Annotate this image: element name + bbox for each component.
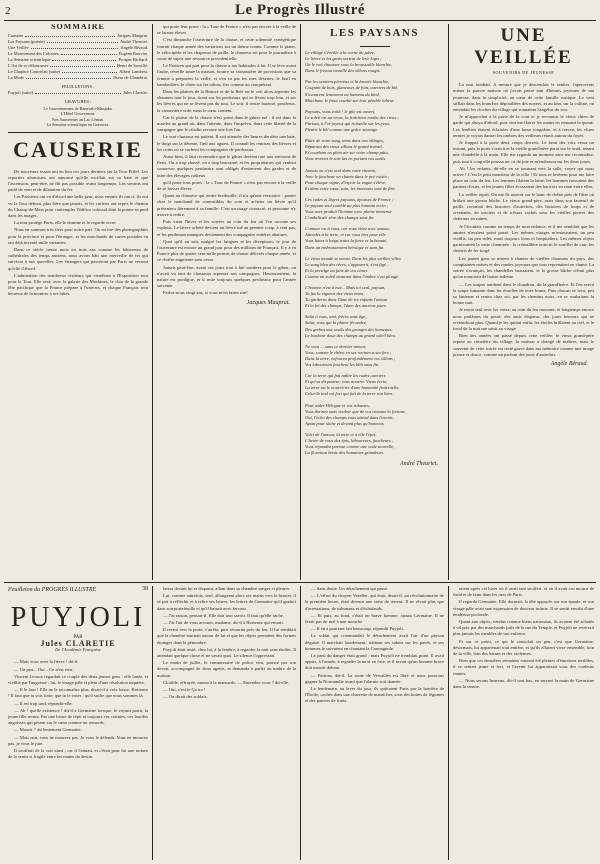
feuilleton-col-divider bbox=[300, 586, 301, 860]
poem-line: Ces rudes et légers paysans, épouses de France ; bbox=[305, 196, 394, 202]
paragraph: Nous en sommes très fiers pour notre part. On en tire des photographies pour la province et pour l'étranger, et les marchands de cartes postales en ont déjà inventé mille variantes. bbox=[8, 227, 148, 245]
paragraph: — Nous serons heureux, dit-il tout bas, en serrant la main de Germaine dans la sienne. bbox=[453, 677, 594, 690]
feuilleton-column-3 bbox=[305, 586, 444, 860]
toc-dots bbox=[50, 63, 114, 67]
poem-line: L'amour est à vous, car vous vivez avec amour, bbox=[305, 226, 390, 232]
poem-line: S'avancent lentement au hameau du bled, bbox=[305, 91, 380, 97]
poem-line: Et la prestige au faite de ces cimes bbox=[305, 267, 368, 273]
paragraph: — Et puis, au fond, c'était un brave homme, ajouta Germaine. Il ne ferait pas de mal à une mouche. bbox=[305, 612, 444, 625]
stanza bbox=[305, 344, 444, 368]
causerie-text-continued bbox=[157, 24, 296, 306]
puyjoli-title: PUYJOLI bbox=[10, 602, 146, 633]
poem-line: Tu fus la vigueur des vieux murs, bbox=[305, 291, 365, 297]
paragraph: L'admiration des nombreux visiteurs qui viendront à l'Exposition sera pour la Tour. Elle sera, avec la galerie des Machines, le clou de la grande fête pacifique que la France prépare à l'univers, et chaque Français sera heureux de la montrer à ses hôtes. bbox=[8, 272, 148, 297]
stanza bbox=[305, 109, 444, 133]
poem-line: Des gerbes aux seuils des granges des hameaux, bbox=[305, 326, 393, 332]
paragraph: Les Parisiens ont eu d'abord une belle peur, mais ensuite ils ont ri; ils ont vu la Tour debout, plus fière que jamais, et les curieux ont repris le chemin du Champ-de-Mars pour contempler l'édifice colossal dont la pointe se perd dans les nuages. bbox=[8, 194, 148, 219]
paragraph: Car le plaisir de la chasse n'est point dans le gibier tué : il est dans la marche au grand air, dans l'attente, dans l'imprévu, dans cette liberté de la campagne que le citadin savoure une fois l'an. bbox=[157, 114, 296, 133]
masthead-title: Le Progrès Illustré bbox=[234, 2, 366, 18]
paragraph: Les jeunes gens se mirent à chanter de vieilles chansons du pays, des complaintes naïves et des rondes joyeuses que tous reprenaient en chœur. La soirée s'avançait, les chandelles baissaient, et la grosse bûche n'était plus qu'un monceau de braise ardente. bbox=[453, 255, 594, 280]
gravure-item: Nos Sauveteurs au Lac Léman. bbox=[51, 116, 105, 122]
paragraph: — Oui, c'est le Ça ira ! bbox=[163, 687, 206, 693]
poem-line: Vos laboureurs fauchent les blés sans fin. bbox=[305, 362, 380, 368]
gravure-item: L'Hôtel Gouverneur. bbox=[60, 111, 96, 117]
paragraph: Puis vient l'hiver et les soirées au coin du feu où l'on raconte ses exploits. Le lièvre acheté devient un lièvre tué au premier coup, à cent pas, et les perdreaux manqués deviennent des compagnies entières abattues. bbox=[157, 219, 296, 237]
paragraph: Parlez-nous vingt ans, si vous m'en faites rire! bbox=[163, 290, 248, 296]
poem-line: Vous avez produit l'homme avec plaine immense bbox=[305, 209, 392, 215]
page-number: 2 bbox=[5, 5, 11, 17]
toc-author: Jacques Mauprat. bbox=[117, 33, 148, 39]
feuilleton-text bbox=[157, 586, 296, 700]
paragraph: Bien des années ont passé depuis cette veillée; le vieux grand-père repose au cimetière du village, la maison a changé de maîtres, mais le souvenir de cette soirée est resté gravé dans ma mémoire comme une image pieuse et douce, comme un parfum des jours d'autrefois. bbox=[453, 333, 594, 357]
poem-line: Et qu'on dit pauvre, vous nourrit. Vieux écrin, bbox=[305, 379, 388, 385]
paragraph: — Sans doute. Un détachement qui passe. bbox=[311, 586, 389, 591]
paragraph: Bien que ces dernières semaines eussent été pleines d'émotions terribles, il se sentait jeune et fort, et l'avenir lui apparaissait sous des couleurs riantes. bbox=[453, 658, 594, 676]
veillee-subtitle: SOUVENIRS DE JEUNESSE bbox=[492, 70, 555, 75]
paragraph: Le lendemain, au lever du jour, ils quittaient Paris par la barrière de l'Étoile, cachés dans une charrette de maraîcher, sous des bottes de légumes et des paniers de fruits. bbox=[305, 686, 444, 704]
poem-line: Vous, comme le chêne en ses racines a ses fers ; bbox=[305, 349, 392, 355]
poem-line: On le voit chausser sous la broussaille blanchie, bbox=[305, 62, 393, 68]
paragraph: laissa devant lui et disparut, allant dans sa chambre songer et pleurer. bbox=[163, 586, 290, 591]
poem-line: Ne vous ... sans ce dernier amour, bbox=[305, 343, 366, 349]
paragraph: Ah ! les enfants, dit-elle en se tournant vers la salle, voyez qui nous arrive ! C'est le petit monsieur de la ville ! Et tous se levèrent pour me faire place au coin du feu. Les femmes filaient la laine, les hommes tressaient des paniers d'osier, et les jeunes filles écossaient des haricots en riant entre elles. bbox=[453, 165, 594, 190]
paragraph: Quant aux objets, vendus comme biens nationaux, ils avaient été achetés à vil prix par des marchands juifs de la rue du Temple, et Puyjoli ne reverrait plus jamais les meubles de son enfance. bbox=[453, 619, 594, 637]
stanza bbox=[305, 285, 444, 309]
poem-line: Comme un soleil mourant dans l'ombre s'est plongé. bbox=[305, 273, 400, 279]
poem-line: Le bonheur doux des champs au grand soleil bleu. bbox=[305, 332, 396, 338]
paragraph: qu'il porte tous poses : la « Tour de France » n'est pas encore à la veille de se laisser élever. bbox=[157, 179, 296, 192]
paragraph: Quant au chasseur qui rentre bredouille, il n'a qu'une ressource : passer chez le marchand de comestibles du coin et acheter un lièvre qu'il présentera fièrement à sa famille. C'est un usage consacré, et personne n'y trouve à redire. bbox=[157, 193, 296, 217]
paragraph: Le soldat qui commandait le détachement avait l'air d'un paysan déguisé. Il marchait lourdement, traînant ses sabots sur les pavés, et ses hommes le suivaient en chantant la Carmagnole. bbox=[305, 633, 444, 651]
poem-line: Jamais on n'est seul dans votre chemin, bbox=[305, 167, 377, 173]
paragraph: — J'ai raison, pensait-il. Elle doit tout savoir. Il faut qu'elle sache. bbox=[163, 612, 284, 618]
stanza bbox=[305, 168, 444, 192]
paragraph: Il regarda Germaine. Elle dormait, la tête appuyée sur son épaule, et son visage pâle avait une expression de douceur infinie. Il se sentit envahi d'une tendresse profonde. bbox=[453, 599, 594, 617]
paragraph: La veillée reprit. On me fit asseoir sur le banc de chêne près de l'âtre où brûlait une grosse bûche. Le vieux grand-père, assis dans son fauteuil de paille, racontait des histoires d'autrefois, des histoires de loups et de revenants, de sorciers et de trésors cachés sous les vieilles pierres des châteaux en ruines. bbox=[453, 191, 594, 222]
column-divider bbox=[300, 24, 301, 580]
poem-line: Le sang bleu des rêves, s'appauvrit, s'est figé ; bbox=[305, 261, 389, 267]
poem-line: Vous répandez partout comme une onde nouvelle, bbox=[305, 444, 395, 450]
poem-line: Et dans votre cœur, sain, les moissons sont de fête. bbox=[305, 185, 396, 191]
paysans-rule bbox=[360, 46, 390, 47]
poem-line: Partout, à l'or joyeux qui ruisselle sur les yeux, bbox=[305, 120, 391, 126]
poem-line: Par les sentiers pierreux et la brouée blanchie, bbox=[305, 79, 390, 85]
toc-label: Une Veillée bbox=[8, 45, 29, 51]
poem-line: Avec le faucheur on chante dans le pré voisin ; bbox=[305, 173, 390, 179]
feuilleton-header bbox=[8, 586, 148, 594]
signature: Angèle Béraud. bbox=[550, 360, 588, 367]
stanza bbox=[305, 256, 444, 280]
paragraph: La tour protège Paris, elle le domine et le regarde vivre. bbox=[14, 220, 117, 226]
paragraph: — On dirait des soldats. bbox=[163, 694, 208, 700]
toc-label: L'Art de se débarrasser bbox=[8, 63, 49, 69]
poem-line: Le paysan seul comblé au plus lointain écrin ; bbox=[305, 202, 389, 208]
paragraph: — Partons, dit-il. La route de Versailles est libre et nous pourrons gagner la Normandie avant que l'alarme soit donnée. bbox=[305, 672, 444, 684]
stanza bbox=[305, 432, 444, 456]
feuilleton-column-1 bbox=[8, 586, 148, 860]
causerie-signature: Jacques Mauprat. bbox=[246, 299, 290, 306]
paragraph: Le matin de juillet, le commissaire de police vint, poussé par son devoir, accompagné de deux agents, et demanda à parler au maître de la maison. bbox=[157, 660, 296, 678]
causerie-text bbox=[8, 169, 148, 298]
toc-author: Ilseur de Chambrai. bbox=[113, 75, 148, 81]
toc-author: Albert Landrest. bbox=[119, 69, 148, 75]
paragraph: Je frappai à la porte deux coups discrets. Le bruit des voix cessa un instant, puis la porte s'ouvrit et la vieille grand'mère parut sur le seuil, tenant une chandelle à la main. Elle me regarda un moment sans me reconnaître, puis tout à coup elle poussa un cri de joie et m'embrassa sur les deux joues. bbox=[453, 140, 594, 164]
paragraph: — Un peu... Oui... Ce n'est rien. bbox=[14, 666, 74, 672]
paragraph: Vincent Leroux regardait ce couple des deux jeunes gens : elle fanée, et vieillie par l'angoisse ; lui, le visage pâle et plein d'une résolution inquiète. bbox=[8, 673, 148, 686]
poem-line: Le village s'éveille à la corne du pâtre, bbox=[305, 50, 376, 55]
poem-line: Le lièvre et les geais sortent de leur logis ; bbox=[305, 56, 382, 62]
toc-author: Eugène Bouvier. bbox=[118, 51, 148, 57]
paysans-title: LES PAYSANS bbox=[330, 27, 419, 39]
poem-line: Celui-là seul est fort qui fait de la terre son bien. bbox=[305, 391, 393, 397]
feuilleton-label: Feuilleton du PROGRÈS ILLUSTRÉ bbox=[8, 587, 97, 593]
paragraph: — Il le faut ! Elle ne le reconnaîtra plus, disait-il à voix basse. Hortense ! Il faut que tu sois forte, que tu le voies ; qu'il sache que nous sommes là. bbox=[8, 687, 148, 699]
poem-line: Attendez à la terre, et car vous êtes pour elle. bbox=[305, 232, 387, 238]
masthead-rule bbox=[4, 20, 596, 21]
author-name: Jules CLARETIE bbox=[40, 639, 116, 648]
poem-line: L'ombilicale sève des champs sans fin. bbox=[305, 215, 375, 221]
paragraph: Il souffrait de la voir ainsi ; car il l'aimait, et c'était pour lui une torture de la sentir si fragile entre les mains du destin. bbox=[8, 748, 148, 760]
paragraph: — Il en a pourtant fait beaucoup, répondit Puyjoli. bbox=[311, 626, 404, 632]
paragraph: Le Parisien qui part pour la chasse a ses habitudes à lui. Il se lève avant l'aube, réveille toute la maison, bourre sa carnassière de provisions que sa femme a préparées la veille, et s'en va par les rues désertes, le fusil en bandoulière, le chien sur les talons, fier comme un conquérant. bbox=[157, 63, 296, 87]
gravures-list bbox=[8, 106, 148, 128]
poem-line: L'heure de vous des épis, laboureurs, faucheurs ; bbox=[305, 437, 394, 443]
toc-label: La Mode bbox=[8, 75, 24, 81]
poem-line: Salut à vous, ami, frères sans âge, bbox=[305, 314, 367, 320]
toc-row bbox=[8, 75, 148, 81]
toc-dots bbox=[26, 75, 111, 79]
gravure-item: La Semaine scientifique en Gravures. bbox=[46, 122, 110, 128]
toc-label: La Semaine scientifique bbox=[8, 57, 51, 63]
poem-line: Réparant des vieux sillons le grand travail, bbox=[305, 144, 383, 150]
toc-label: Causerie bbox=[8, 33, 24, 39]
paragraph: — Ah ! quelle existence ! dit-il à Germaine lorsque, le voyant partir, la jeune fille rentra. Pas une heure de répit et toujours ces craintes, ces lourdes angoisses qui pèsent sur le cœur comme un remords. bbox=[8, 707, 148, 726]
paragraph: Je restai seul avec les vieux, au coin du feu mourant, et longtemps encore nous parlâmes du passé, des amis disparus, des jours heureux qui ne reviendront plus. Quand je les quittai enfin, les étoiles brillaient au ciel, et le froid de la nuit me saisit au visage. bbox=[453, 307, 594, 331]
poem-line: Vous luttez à longs traits la force et la beauté, bbox=[305, 238, 388, 244]
paragraph: C'est dimanche l'ouverture de la chasse, et cette solennité cynégétique fournit chaque année des variations sur un thème connu. Comme le piano, le vélocipède et les chapeaux de paille, le chasseur est pour le journaliste à court de sujets une ressource providentielle. bbox=[157, 37, 296, 62]
paragraph: La nuit tombait. A mesure que je descendais le sentier, l'apercevais mieux la pauvre maison où j'avais passé tant d'heures joyeuses de ma jeunesse, dans la simplicité, au cœur de cette famille rustique. Le vent sifflait dans les branches dépouillées des noyers, et au loin, sur la colline, on entendait les cloches du village qui sonnaient l'angélus du soir. bbox=[453, 82, 594, 113]
paragraph: Puyjoli était resté, chez lui, à la fenêtre, à regarder la nuit sans étoiles. Il attendait quelque chose et ne savait quoi. Le silence l'oppressait. bbox=[157, 646, 296, 659]
poem-line: Et courbant en plein air sur votre champ pâtu, bbox=[305, 150, 389, 156]
poem-line: Voici de l'amour, la terre et à elle l'épis, bbox=[305, 431, 377, 437]
feuilleton-column-2 bbox=[157, 586, 296, 860]
author-academy: De l'Académie Française bbox=[55, 647, 101, 653]
poem-line: Dans le frisson mouillé des sillons rougis. bbox=[305, 68, 381, 74]
poem-line: Pâtre de votre sang, amis dans nos villages, bbox=[305, 138, 385, 144]
paragraph: — L'effroi du citoyen Vezelier, qui était, disait-il, un révolutionnaire de la première heure, était devenu une sorte de terreur. Il ne rêvait plus que d'arrestations, de tribunaux et d'échafauds. bbox=[305, 593, 444, 611]
poem-line: Coupant de bois, glaneuses de foin, ouvriers de blé, bbox=[305, 85, 399, 91]
toc-dots bbox=[61, 51, 117, 55]
causerie-title: CAUSERIE bbox=[13, 136, 143, 162]
toc-author: Angèle Béraud. bbox=[120, 45, 148, 51]
poem-line: Oui, l'écho des champs vous attend dans l'avenir, bbox=[305, 414, 394, 420]
paragraph: — Les soupes tombent dans le chaudron, dit la grand'mère. Et l'on servit la soupe fumante dans les écuelles de terre brune. Puis chacun se leva, prit sa lanterne et rentra chez soi, par les chemins noirs, en se souhaitant la bonne nuit. bbox=[453, 281, 594, 306]
toc-author: Henri de Sarville. bbox=[116, 63, 148, 69]
poem-line: La floraison bénie des humaines grandeurs. bbox=[305, 450, 385, 456]
poem-line: Fleurit le blé comme une grâce sauvage. bbox=[305, 127, 379, 133]
poem-line: L'homme n'est à eux... Mais toi seul, paysan, bbox=[305, 285, 386, 290]
toc-dots bbox=[52, 57, 116, 61]
feuilleton-text bbox=[453, 586, 594, 690]
stanza bbox=[305, 197, 444, 221]
toc-label: Les Paysans (poésie) bbox=[8, 39, 45, 45]
toc-author: Prosper Richard. bbox=[118, 57, 148, 63]
sommaire-rule bbox=[8, 132, 148, 133]
paragraph: Dans ce siècle trente mois en trois ans comme les bâtisseurs de cathédrales des temps anciens, nous avons bâti une merveille de fer qui survivra à nos querelles. Les étrangers qui passeront par Paris ne verront qu'elle d'abord. bbox=[8, 247, 148, 271]
paragraph: — J'ai l'air de vous accuser, madame, dit-il à Hortense qui entrait. bbox=[163, 620, 284, 626]
paragraph: — Mais vous avez la fièvre ! dit-il. bbox=[14, 659, 79, 665]
poem-line: Paysans, vous voilà ! le gîte est ouvert, bbox=[305, 108, 376, 114]
column-divider bbox=[448, 24, 449, 580]
sommaire-list bbox=[8, 33, 148, 81]
feuilleton-number: 38 bbox=[142, 586, 148, 592]
paragraph: Aussi bien, il faut reconnaître que le gibier devient rare aux environs de Paris. On a trop chassé, on a trop braconné; et les propriétaires qui veulent conserver quelques perdreaux sont obligés d'entretenir des gardes et de faire des élevages coûteux. bbox=[157, 154, 296, 178]
poem-line: La terre est le nourricier d'une humanité fraternelle, bbox=[305, 385, 400, 391]
section-divider bbox=[4, 582, 596, 583]
poem-line: Pour chaque vigne, d'espoir la vague s'élève, bbox=[305, 179, 387, 185]
paysans-poem bbox=[305, 50, 444, 456]
column-3 bbox=[305, 24, 444, 580]
poem-line: Pour aider Hélogue et vos robustes, bbox=[305, 402, 370, 408]
gravure-item: Le Gouvernement de Ranavalo-Manjaka. bbox=[43, 105, 113, 111]
feuilleton-text bbox=[8, 659, 148, 760]
paragraph: Il revint vers la porte, s'arrêta, puis retourna près du feu. Il lui semblait que la chambre tournait autour de lui et que les objets prenaient des formes étranges dans la pénombre. bbox=[157, 627, 296, 645]
paragraph: Et sur ce point, ce qui le consolait un peu, c'est que Germaine, désormais, lui appartenait tout entière, et qu'ils allaient vivre ensemble, loin de la ville, loin des haines et des violences. bbox=[453, 638, 594, 657]
paragraph: Je m'approchai à la porte de la cour et je reconnus le vieux chien de garde qui aboya d'abord, puis vint me flairer les mains en remuant la queue. Les fenêtres étaient éclairées d'une lueur rougeâtre, et à travers les vitres ternies je voyais danser les ombres des veilleurs réunis autour du foyer. bbox=[453, 114, 594, 138]
column-4 bbox=[453, 24, 594, 580]
stanza bbox=[305, 138, 444, 162]
paragraph: Clotilde, effrayée, monta à la mansarde. — Entendez-vous ? dit-elle. bbox=[163, 679, 290, 685]
poem-line: Tu garderas dans l'âme de tes enfants l'amour bbox=[305, 297, 388, 303]
toc-dots bbox=[31, 45, 119, 49]
paysans-signature: André Theuriet. bbox=[400, 461, 438, 468]
poem-line: Dans un embrassement héroïque et sans fin. bbox=[305, 244, 385, 250]
stanza bbox=[305, 50, 444, 74]
byline-par: PAR bbox=[73, 635, 83, 640]
veillee-title: UNE VEILLÉE bbox=[474, 25, 573, 68]
poem-line: Marchant, le front courbé sur leur pénible labeur. bbox=[305, 97, 395, 103]
paragraph: Jamais peut-être, avant ces jours tout à fait sombres pour le gibier, on n'avait vu tant de chasseurs arpenter nos campagnes. Heureusement, la nature est prodigue, et il reste toujours quelques perdreaux pour l'année suivante. bbox=[157, 264, 296, 289]
paragraph: Le parti du danger était grand ; mais Puyjoli ne tremblait point. Il avait appris, à l'armée, à regarder la mort en face, et il savait qu'un homme brave doit mourir debout. bbox=[305, 653, 444, 671]
stanza bbox=[305, 226, 444, 250]
toc-label: Le Mouvement des Colonies bbox=[8, 51, 59, 57]
toc-dots bbox=[35, 90, 121, 94]
column-divider bbox=[152, 24, 153, 580]
toc-label: Le Chapitre Contrefait (suite) bbox=[8, 69, 61, 75]
feuilleton-text bbox=[305, 586, 444, 705]
paragraph: Quoi qu'il en soit, malgré les fatigues et les déceptions, le jour de l'ouverture est encore un grand jour pour des millions de Français. Il y a en France plus de quatre cent mille permis de chasse délivrés chaque année, et ce chiffre augmente sans cesse. bbox=[157, 238, 296, 263]
column-1 bbox=[8, 24, 148, 580]
feuilleton-toc-row bbox=[8, 90, 148, 96]
feuilleton-col-divider bbox=[448, 586, 449, 860]
stanza bbox=[305, 373, 444, 397]
poem-line: Ayant pour tâche et devant plus qu'honneur, bbox=[305, 420, 385, 426]
paragraph: Je l'écoutais comme au temps de mon enfance, et il me semblait que les années n'avaient point passé. Les mêmes visages m'entouraient, un peu vieillis, un peu ridés, mais toujours bons et hospitaliers. Les mêmes objets garnissaient la vaste cheminée : la crémaillère noircie, le soufflet de cuir, les chenets de fer forgé. bbox=[453, 223, 594, 254]
toc-label: Puyjoli (suite) bbox=[8, 90, 34, 96]
paragraph: Lui, comme autrefois, seul, allongeant alors ses mains vers le brasier, il se prit à réfléchir et à relire ses lettres, les lettres de Germaine qu'il gardait dans son portefeuille et qu'il baisait avec ferveur. bbox=[157, 593, 296, 611]
paragraph: Le vrai chasseur est patient. Il sait attendre des heures derrière une haie, le doigt sur la détente, l'œil aux aguets. Il connaît les remises des lièvres et les coins où se cachent les compagnies de perdreaux. bbox=[157, 134, 296, 152]
stanza bbox=[305, 314, 444, 338]
feuilleton-heading: FEUILLETONS : bbox=[61, 84, 95, 90]
feuilleton-column-4 bbox=[453, 586, 594, 860]
toc-author: André Theuriet. bbox=[120, 39, 148, 45]
poem-line: Salut, vous qui la plaine fécondez, bbox=[305, 320, 367, 326]
poem-line: Le vieux monde se meurt. Dans les plus vieilles villes bbox=[305, 255, 401, 261]
poem-line: Car la terre qui fait naître les rudes ouvriers bbox=[305, 373, 386, 379]
veillee-text bbox=[453, 82, 594, 367]
poem-line: Dans la terre, enfoncez profondément vos sillons ; bbox=[305, 355, 396, 361]
poem-line: Vous revenez le soir las en portant vos outils. bbox=[305, 156, 387, 162]
toc-dots bbox=[25, 33, 115, 37]
stanza bbox=[305, 403, 444, 427]
poem-line: Le soleil est au vieux, la fraîcheur tombe des cieux ; bbox=[305, 114, 399, 120]
paragraph: Dans les plaines de la Beauce et de la Brie on le voit alors arpenter les chaumes tout le jour, tirant sur les perdreaux qui se lèvent trop loin, et sur les lièvres qui ne se lèvent pas du tout. Le soir, il rentre harassé, poudreux, la carnassière vide, mais le cœur content. bbox=[157, 89, 296, 113]
paragraph: — Il est trop tard, répondit-elle. bbox=[14, 700, 73, 706]
stanza bbox=[305, 79, 444, 103]
paragraph: — Mourir ? dit lentement Germaine. bbox=[14, 727, 82, 733]
poem-line: Et la foi des champs, l'âme des anciens jours. bbox=[305, 303, 387, 309]
gravures-heading: GRAVURES : bbox=[64, 99, 92, 105]
sommaire-title: SOMMAIRE bbox=[51, 24, 105, 31]
toc-author: Jules Claretie. bbox=[123, 90, 148, 96]
paragraph: De nouveaux essais ont eu lieu ces jours derniers sur la Tour Eiffel. Les reporters alarmistes ont annoncé qu'elle oscillait sur sa base et que l'ascension, peut-être, ne fût pas possible avant longtemps. Les savants ont parlé de vent et de dilatation du fer. bbox=[8, 168, 148, 193]
poem-line: Vous dormez sans vouloir que de vos travaux la fortune, bbox=[305, 408, 406, 414]
paragraph: taient après cet hiver où il avait tant souffert, et où il avait cru mourir de froid et de faim dans les rues de Paris. bbox=[453, 586, 594, 598]
column-2 bbox=[157, 24, 296, 580]
paragraph: qui porte leur poser : la « Tour de France » n'est pas encore à la veille de se laisser élever. bbox=[157, 24, 296, 36]
toc-dots bbox=[47, 39, 118, 43]
feuilleton-col-divider bbox=[152, 586, 153, 860]
toc-dots bbox=[62, 69, 117, 73]
paragraph: — Mais non, vous ne mourrez pas. Je vous le défends. Vous ne mourrez pas, je vous le jure. bbox=[8, 734, 148, 746]
